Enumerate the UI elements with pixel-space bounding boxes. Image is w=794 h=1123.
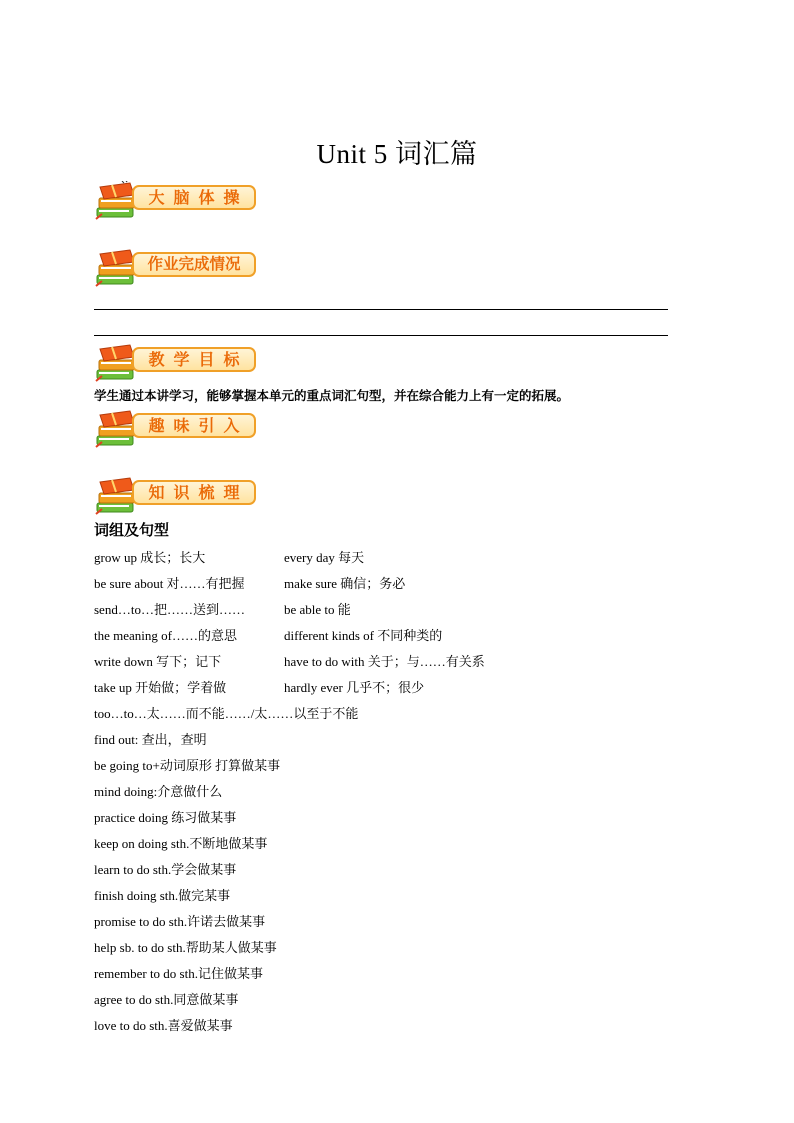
vocab-row — [94, 571, 694, 597]
badge-teaching-goals — [94, 343, 264, 383]
badge-banner — [132, 480, 256, 505]
vocab-phrase: promise to do sth.许诺去做某事 — [94, 914, 266, 929]
vocab-row — [94, 883, 694, 909]
vocab-phrase: send…to…把……送到…… — [94, 602, 245, 617]
vocab-row — [94, 961, 694, 987]
badge-label: 趣味引入 — [148, 416, 249, 435]
vocab-phrase: too…to…太……而不能……/太……以至于不能 — [94, 706, 359, 721]
page-title: Unit 5 词汇篇 — [316, 139, 478, 169]
answer-line — [94, 335, 668, 336]
teaching-goal-text: 学生通过本讲学习，能够掌握本单元的重点词汇句型，并在综合能力上有一定的拓展。 — [94, 388, 570, 403]
vocab-phrase: every day 每天 — [284, 550, 365, 565]
badge-banner — [132, 252, 256, 277]
vocab-phrase: be able to 能 — [284, 602, 351, 617]
badge-banner — [132, 347, 256, 372]
vocab-row — [94, 831, 694, 857]
badge-knowledge-review — [94, 476, 264, 516]
vocab-phrase: grow up 成长；长大 — [94, 550, 206, 565]
section-heading: 词组及句型 — [94, 521, 170, 539]
badge-brain-exercise — [94, 181, 264, 221]
vocab-row — [94, 753, 694, 779]
vocab-row — [94, 623, 694, 649]
vocab-phrase: the meaning of……的意思 — [94, 628, 237, 643]
vocab-phrase: have to do with 关于；与……有关系 — [284, 654, 485, 669]
badge-banner — [132, 413, 256, 438]
vocab-phrase: finish doing sth.做完某事 — [94, 888, 231, 903]
badge-homework — [94, 248, 264, 288]
vocab-row — [94, 805, 694, 831]
vocab-phrase: help sb. to do sth.帮助某人做某事 — [94, 940, 277, 955]
vocab-phrase: write down 写下；记下 — [94, 654, 222, 669]
vocab-phrase: mind doing:介意做什么 — [94, 784, 223, 799]
answer-line — [94, 309, 668, 310]
vocab-phrase: remember to do sth.记住做某事 — [94, 966, 263, 981]
vocab-row — [94, 857, 694, 883]
vocab-row — [94, 779, 694, 805]
badge-fun-intro — [94, 409, 264, 449]
vocab-phrase: learn to do sth.学会做某事 — [94, 862, 237, 877]
vocab-row — [94, 1013, 694, 1039]
vocab-row — [94, 545, 694, 571]
badge-label: 知识梳理 — [148, 483, 249, 502]
vocab-phrase: make sure 确信；务必 — [284, 576, 406, 591]
vocab-phrase: love to do sth.喜爱做某事 — [94, 1018, 233, 1033]
vocab-phrase: hardly ever 几乎不；很少 — [284, 680, 425, 695]
vocab-list — [94, 545, 694, 1039]
vocab-phrase: keep on doing sth.不断地做某事 — [94, 836, 268, 851]
vocab-phrase: take up 开始做；学着做 — [94, 680, 227, 695]
vocab-row — [94, 909, 694, 935]
vocab-phrase: be sure about 对……有把握 — [94, 576, 245, 591]
vocab-phrase: practice doing 练习做某事 — [94, 810, 237, 825]
vocab-phrase: be going to+动词原形 打算做某事 — [94, 758, 281, 773]
vocab-row — [94, 935, 694, 961]
vocab-phrase: find out: 查出，查明 — [94, 732, 207, 747]
badge-label: 大脑体操 — [148, 188, 249, 207]
vocab-row — [94, 987, 694, 1013]
vocab-phrase: agree to do sth.同意做某事 — [94, 992, 239, 1007]
vocab-row — [94, 727, 694, 753]
vocab-row — [94, 649, 694, 675]
vocab-row — [94, 701, 694, 727]
badge-label: 教学目标 — [148, 350, 249, 369]
vocab-row — [94, 597, 694, 623]
vocab-phrase: different kinds of 不同种类的 — [284, 628, 443, 643]
badge-banner — [132, 185, 256, 210]
vocab-row — [94, 675, 694, 701]
badge-label: 作业完成情况 — [147, 255, 241, 273]
